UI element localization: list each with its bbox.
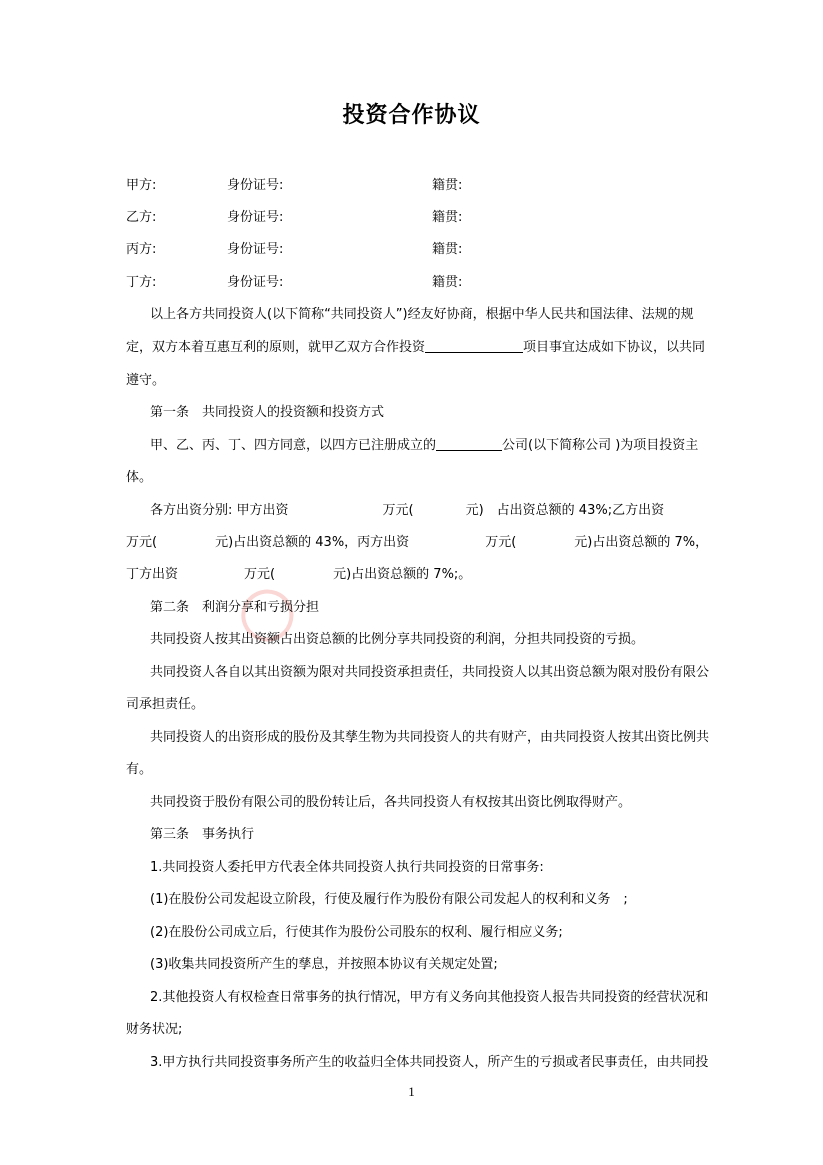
origin-label: 籍贯: xyxy=(432,178,463,193)
origin-label: 籍贯: xyxy=(432,242,463,257)
paragraph-line: 共同投资人按其出资额占出资总额的比例分享共同投资的利润，分担共同投资的亏损。 xyxy=(150,632,645,647)
party-name: 甲方: xyxy=(126,178,157,193)
list-item: 3.甲方执行共同投资事务所产生的收益归全体共同投资人，所产生的亏损或者民事责任，由共同投 xyxy=(150,1055,709,1070)
paragraph-line: 司承担责任。 xyxy=(126,697,205,712)
paragraph-text: 公司(以下简称公司 )为项目投资主 xyxy=(502,438,699,453)
paragraph-line: 共同投资人的出资形成的股份及其孳生物为共同投资人的共有财产，由共同投资人按其出资比例共 xyxy=(150,730,710,745)
paragraph-line: 体。 xyxy=(126,470,153,485)
id-number-label: 身份证号: xyxy=(227,242,284,257)
id-number-label: 身份证号: xyxy=(227,178,284,193)
list-item: 财务状况; xyxy=(126,1022,183,1037)
contribution-text: 万元( xyxy=(382,503,414,518)
list-item: 2.其他投资人有权检查日常事务的执行情况，甲方有义务向其他投资人报告共同投资的经营状况和 xyxy=(150,990,709,1005)
contribution-text: 万元( xyxy=(126,535,158,550)
article-heading: 第二条 利润分享和亏损分担 xyxy=(150,600,320,615)
id-number-label: 身份证号: xyxy=(227,210,284,225)
contribution-line xyxy=(150,503,664,519)
sub-list-item: (1)在股份公司发起设立阶段，行使及履行作为股份有限公司发起人的权利和义务 ; xyxy=(150,892,628,907)
origin-label: 籍贯: xyxy=(432,210,463,225)
contribution-text: 元)占出资总额的 7%， xyxy=(574,535,709,550)
intro-line xyxy=(126,340,705,356)
page-number: 1 xyxy=(408,1084,415,1099)
blank-field xyxy=(425,340,523,353)
paragraph-line: 有。 xyxy=(126,762,153,777)
contribution-text: 丁方出资 xyxy=(126,567,179,582)
contribution-text: 元)占出资总额的 43%，丙方出资 xyxy=(215,535,410,550)
intro-text: 定，双方本着互惠互利的原则，就甲乙双方合作投资 xyxy=(126,340,426,355)
contribution-text: 元)占出资总额的 7%;。 xyxy=(333,567,472,582)
intro-line: 遵守。 xyxy=(126,373,166,388)
paragraph-line: 共同投资人各自以其出资额为限对共同投资承担责任，共同投资人以其出资总额为限对股份有限公 xyxy=(150,665,710,680)
contribution-line xyxy=(126,535,708,551)
list-item: 1.共同投资人委托甲方代表全体共同投资人执行共同投资的日常事务: xyxy=(150,860,544,875)
sub-list-item: (3)收集共同投资所产生的孳息，并按照本协议有关规定处置; xyxy=(150,957,498,972)
origin-label: 籍贯: xyxy=(432,275,463,290)
blank-field xyxy=(436,438,502,451)
document-title: 投资合作协议 xyxy=(342,103,481,128)
contribution-text: 各方出资分别: 甲方出资 xyxy=(150,503,289,518)
contribution-text: 万元( xyxy=(244,567,276,582)
id-number-label: 身份证号: xyxy=(227,275,284,290)
intro-line: 以上各方共同投资人(以下简称“共同投资人”)经友好协商，根据中华人民共和国法律、法规的规 xyxy=(150,307,694,322)
paragraph-line: 共同投资于股份有限公司的股份转让后，各共同投资人有权按其出资比例取得财产。 xyxy=(150,795,632,810)
sub-list-item: (2)在股份公司成立后，行使其作为股份公司股东的权利、履行相应义务; xyxy=(150,925,563,940)
paragraph-text: 甲、乙、丙、丁、四方同意，以四方已注册成立的 xyxy=(150,438,437,453)
contribution-text: 万元( xyxy=(485,535,517,550)
article-heading: 第一条 共同投资人的投资额和投资方式 xyxy=(150,405,385,420)
party-name: 乙方: xyxy=(126,210,157,225)
party-name: 丁方: xyxy=(126,275,157,290)
paragraph-line xyxy=(150,438,698,454)
contribution-text: 元) 占出资总额的 43%;乙方出资 xyxy=(465,503,665,518)
intro-text: 项目事宜达成如下协议，以共同 xyxy=(523,340,706,355)
contribution-line xyxy=(126,567,471,583)
article-heading: 第三条 事务执行 xyxy=(150,827,255,842)
party-name: 丙方: xyxy=(126,242,157,257)
